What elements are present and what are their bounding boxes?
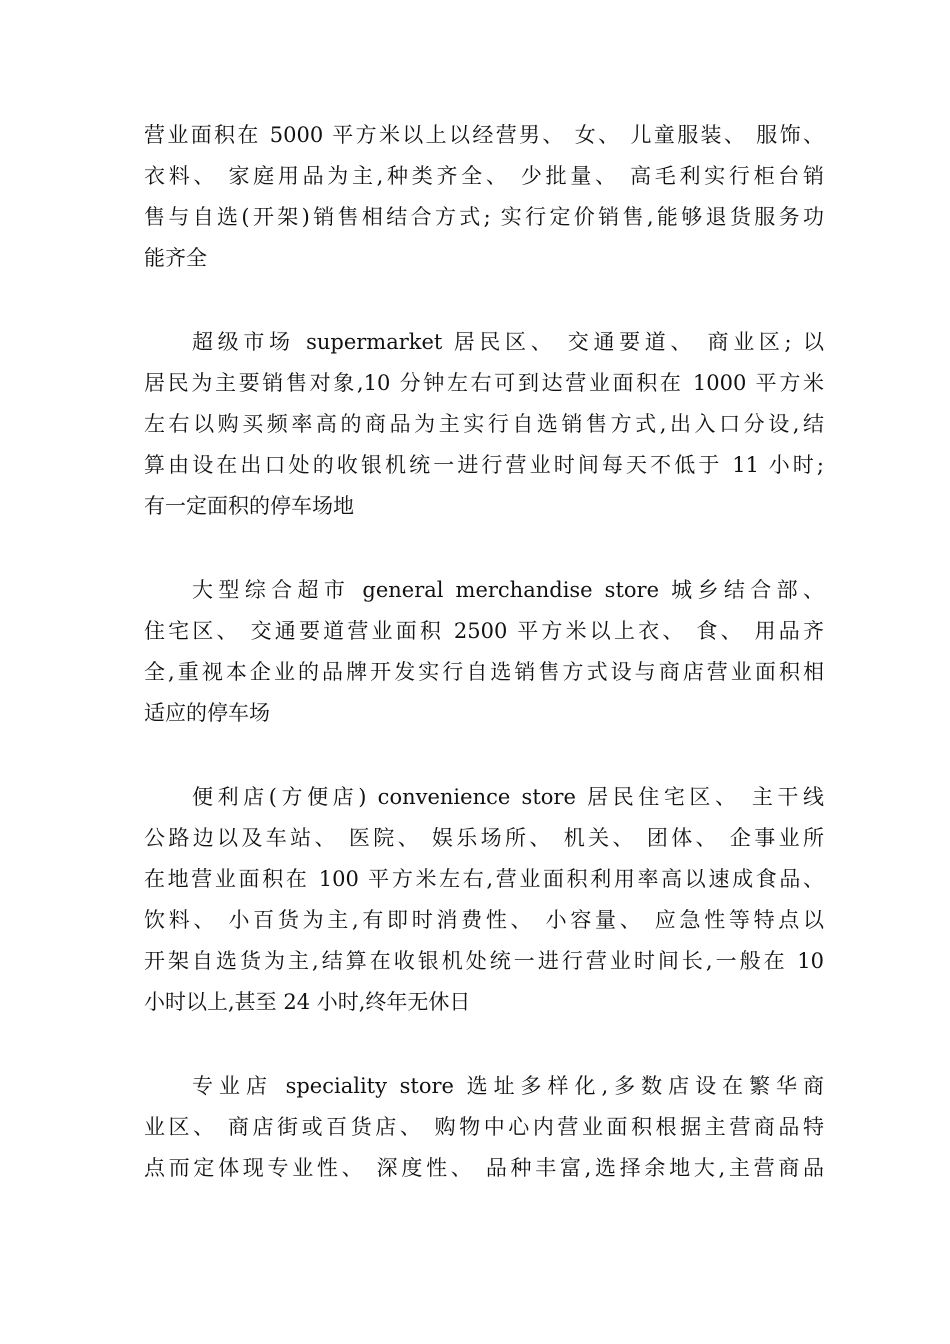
text-line: 有一定面积的停车场地 <box>144 494 354 518</box>
text-line: 小时以上,甚至 24 小时,终年无休日 <box>144 990 471 1014</box>
text-line: 全,重视本企业的品牌开发实行自选销售方式设与商店营业面积相 <box>144 660 824 684</box>
text-line: 营业面积在 5000 平方米以上以经营男、 女、 儿童服装、 服饰、 <box>144 123 824 147</box>
text-line: 衣料、 家庭用品为主,种类齐全、 少批量、 高毛利实行柜台销 <box>144 164 824 188</box>
text-line: 售与自选(开架)销售相结合方式; 实行定价销售,能够退货服务功 <box>144 205 824 229</box>
text-line: 超级市场 supermarket 居民区、 交通要道、 商业区; 以 <box>192 330 824 354</box>
paragraph-convenience-store <box>144 777 824 1023</box>
text-line: 便利店(方便店) convenience store 居民住宅区、 主干线 <box>192 785 824 809</box>
paragraph-department-store <box>144 115 824 279</box>
text-line: 住宅区、 交通要道营业面积 2500 平方米以上衣、 食、 用品齐 <box>144 619 824 643</box>
text-line: 在地营业面积在 100 平方米左右,营业面积利用率高以速成食品、 <box>144 867 824 891</box>
text-line: 适应的停车场 <box>144 701 270 725</box>
paragraph-speciality-store <box>144 1066 824 1189</box>
text-line: 饮料、 小百货为主,有即时消费性、 小容量、 应急性等特点以 <box>144 908 824 932</box>
text-line: 业区、 商店街或百货店、 购物中心内营业面积根据主营商品特 <box>144 1115 824 1139</box>
text-line: 点而定体现专业性、 深度性、 品种丰富,选择余地大,主营商品 <box>144 1156 824 1180</box>
text-line: 公路边以及车站、 医院、 娱乐场所、 机关、 团体、 企事业所 <box>144 826 824 850</box>
paragraph-supermarket <box>144 322 824 527</box>
text-line: 居民为主要销售对象,10 分钟左右可到达营业面积在 1000 平方米 <box>144 371 824 395</box>
text-line: 专业店 speciality store 选址多样化,多数店设在繁华商 <box>192 1074 824 1098</box>
text-line: 开架自选货为主,结算在收银机处统一进行营业时间长,一般在 10 <box>144 949 824 973</box>
text-line: 能齐全 <box>144 246 207 270</box>
text-line: 算由设在出口处的收银机统一进行营业时间每天不低于 11 小时; <box>144 453 824 477</box>
paragraph-general-merchandise-store <box>144 570 824 734</box>
text-line: 左右以购买频率高的商品为主实行自选销售方式,出入口分设,结 <box>144 412 824 436</box>
text-line: 大型综合超市 general merchandise store 城乡结合部、 <box>192 578 824 602</box>
